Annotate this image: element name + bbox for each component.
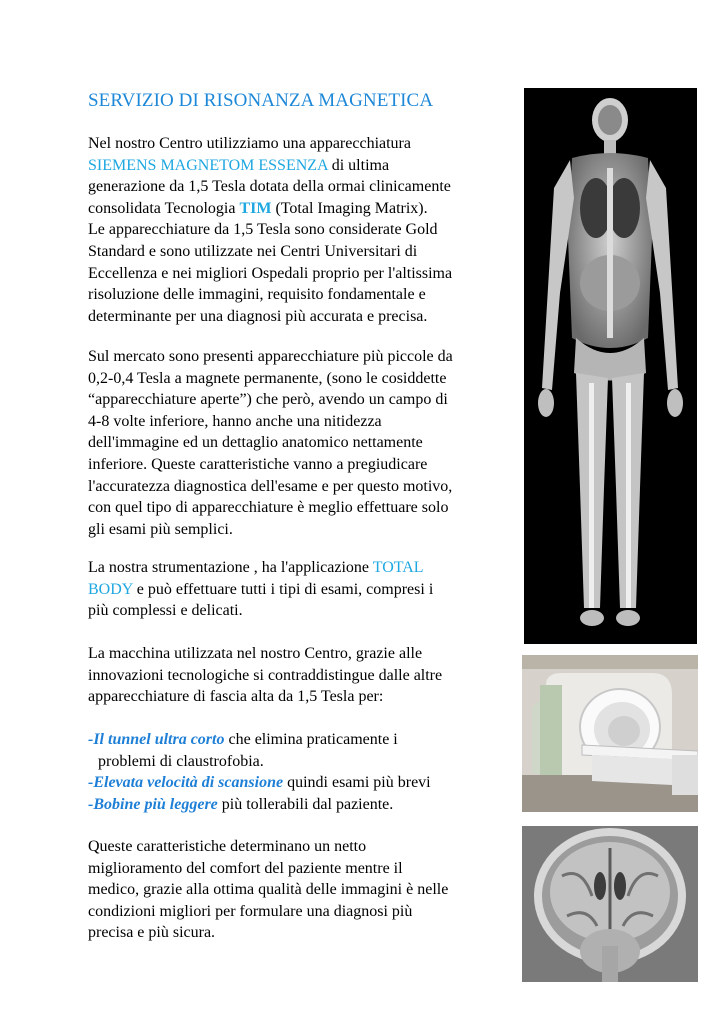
feature-tunnel: -Il tunnel ultra corto che elimina praticamente i <box>88 731 398 748</box>
brain-drawing <box>522 826 698 982</box>
body-highlight: BODY <box>88 580 133 598</box>
body-mri-drawing <box>524 88 697 644</box>
mri-scanner-photo <box>522 655 698 812</box>
page-title: SERVIZIO DI RISONANZA MAGNETICA <box>88 90 434 111</box>
full-body-mri-image <box>524 88 697 644</box>
feature-speed: -Elevata velocità di scansione quindi esami più brevi <box>88 774 431 792</box>
tim-highlight: TIM <box>239 199 272 217</box>
market-paragraph: Sul mercato sono presenti apparecchiature più piccole da 0,2-0,4 Tesla a magnete permanente, (sono le cosiddette “apparecchiature aperte”) che però, avendo un campo di 4-8 volte inferiore, hanno anche una nitidezza dell'immagine ed un dettaglio anatomico nettamente inferiore. Queste caratteristiche vanno a pregiudicare l'accuratezza diagnostica dell'esame e per questo motivo, con quel tipo di apparecchiature è meglio effettuare solo gli esami più semplici. <box>88 348 453 538</box>
scanner-drawing <box>522 655 698 812</box>
machine-paragraph: La macchina utilizzata nel nostro Centro, grazie alle innovazioni tecnologiche si contraddistingue dalle altre apparecchiature di fascia alta da 1,5 Tesla per: <box>88 645 443 706</box>
product-name: SIEMENS MAGNETOM ESSENZA <box>88 156 328 174</box>
brain-mri-image <box>522 826 698 982</box>
conclusion-paragraph: Queste caratteristiche determinano un netto miglioramento del comfort del paziente mentre il medico, grazie alla ottima qualità delle immagini è nelle condizioni migliori per formulare una diagnosi più precisa e più sicura. <box>88 838 449 942</box>
total-body-paragraph: La nostra strumentazione , ha l'applicazione TOTAL BODY e può effettuare tutti i tipi di esami, compresi i più complessi e delicati. <box>88 559 434 620</box>
total-highlight: TOTAL <box>372 559 424 576</box>
intro-paragraph: Nel nostro Centro utilizziamo una apparecchiatura SIEMENS MAGNETOM ESSENZA di ultima generazione da 1,5 Tesla dotata della ormai clinicamente consolidata Tecnologia TIM (Total Imaging Matrix). Le apparecchiature da 1,5 Tesla sono considerate Gold Standard e sono utilizzate nei Centri Universitari di Eccellenza e nei migliori Ospedali proprio per l'altissima risoluzione delle immagini, requisito fondamentale e determinante per una diagnosi più accurata e precisa. <box>88 135 453 325</box>
features-list: -Il tunnel ultra corto che elimina praticamente i problemi di claustrofobia. -Elevata velocità di scansione quindi esami più brevi -Bobine più leggere più tollerabili dal paziente. <box>88 729 518 815</box>
feature-coils: -Bobine più leggere più tollerabili dal paziente. <box>88 795 394 813</box>
